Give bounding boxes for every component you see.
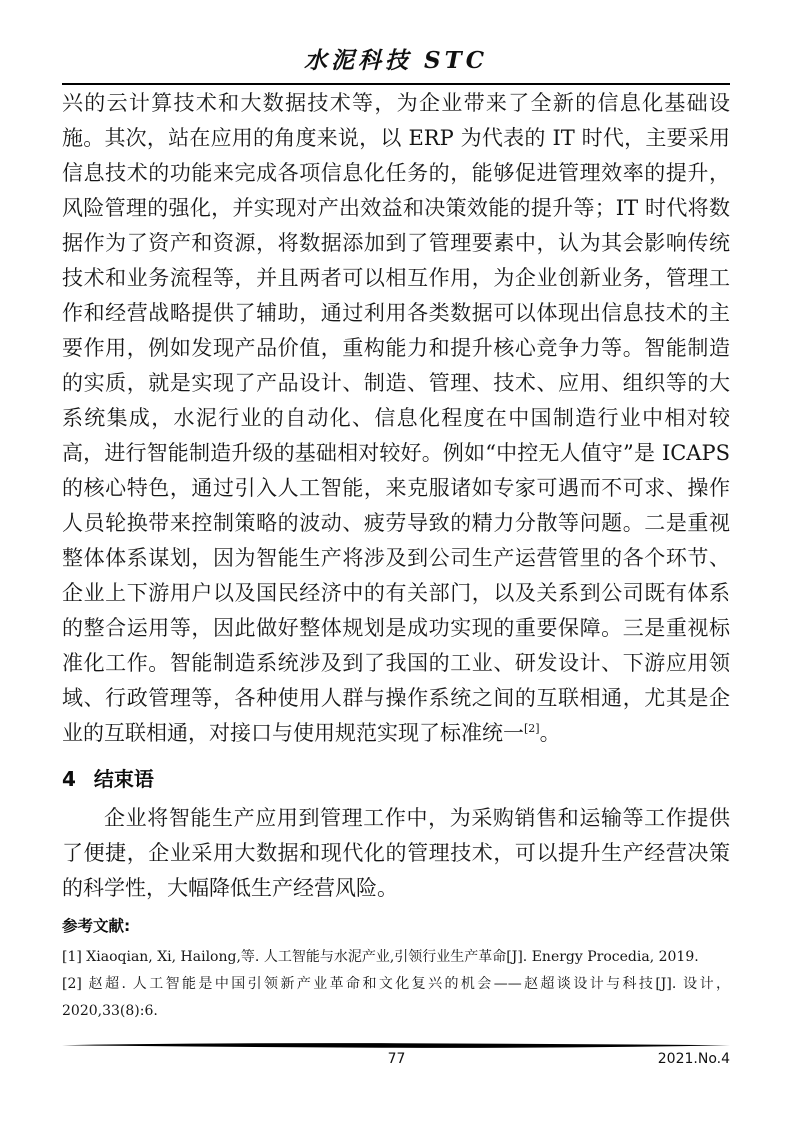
reference-item-2: [2] 赵超. 人工智能是中国引领新产业革命和文化复兴的机会——赵超谈设计与科技[J]. 设计，2020,33(8):6. [62,976,730,1019]
body-paragraph-1 [62,86,730,751]
body-paragraph-1-period: 。 [539,721,561,745]
body-paragraph-1-text: 兴的云计算技术和大数据技术等，为企业带来了全新的信息化基础设施。其次，站在应用的角度来说，以 ERP 为代表的 IT 时代，主要采用信息技术的功能来完成各项信息化任务的，能够促进管理效率的提升，风险管理的强化，并实现对产出效益和决策效能的提升等；IT 时代将数据作为了资产和资源，将数据添加到了管理要素中，认为其会影响传统技术和业务流程等，并且两者可以相互作用，为企业创新业务，管理工作和经营战略提供了辅助，通过利用各类数据可以体现出信息技术的主要作用，例如发现产品价值，重构能力和提升核心竞争力等。智能制造的实质，就是实现了产品设计、制造、管理、技术、应用、组织等的大系统集成，水泥行业的自动化、信息化程度在中国制造行业中相对较高，进行智能制造升级的基础相对较好。例如“中控无人值守”是 ICAPS 的核心特色，通过引入人工智能，来克服诸如专家可遇而不可求、操作人员轮换带来控制策略的波动、疲劳导致的精力分散等问题。二是重视整体体系谋划，因为智能生产将涉及到公司生产运营管里的各个环节、企业上下游用户以及国民经济中的有关部门，以及关系到公司既有体系的整合运用等，因此做好整体规划是成功实现的重要保障。三是重视标准化工作。智能制造系统涉及到了我国的工业、研发设计、下游应用领域、行政管理等，各种使用人群与操作系统之间的互联相通，尤其是企业的互联相通，对接口与使用规范实现了标准统一 [62,91,730,745]
issue-label: 2021.No.4 [657,1051,730,1067]
reference-item-1: [1] Xiaoqian, Xi, Hailong,等. 人工智能与水泥产业,引领行业生产革命[J]. Energy Procedia, 2019. [62,949,699,965]
journal-title: 水泥科技 STC [303,47,489,74]
section-number: 4 [62,767,76,791]
references-section [62,914,730,1025]
body-paragraph-2: 企业将智能生产应用到管理工作中，为采购销售和运输等工作提供了便捷，企业采用大数据和现代化的管理技术，可以提升生产经营决策的科学性，大幅降低生产经营风险。 [62,806,730,900]
section-title: 结束语 [93,767,154,791]
citation-superscript: [2] [524,722,540,735]
page-body [62,86,730,906]
page-number: 77 [387,1051,406,1067]
references-heading: 参考文献: [62,917,131,935]
footer-rule [62,1042,730,1049]
header-rule [62,83,730,85]
section-heading [62,763,730,792]
